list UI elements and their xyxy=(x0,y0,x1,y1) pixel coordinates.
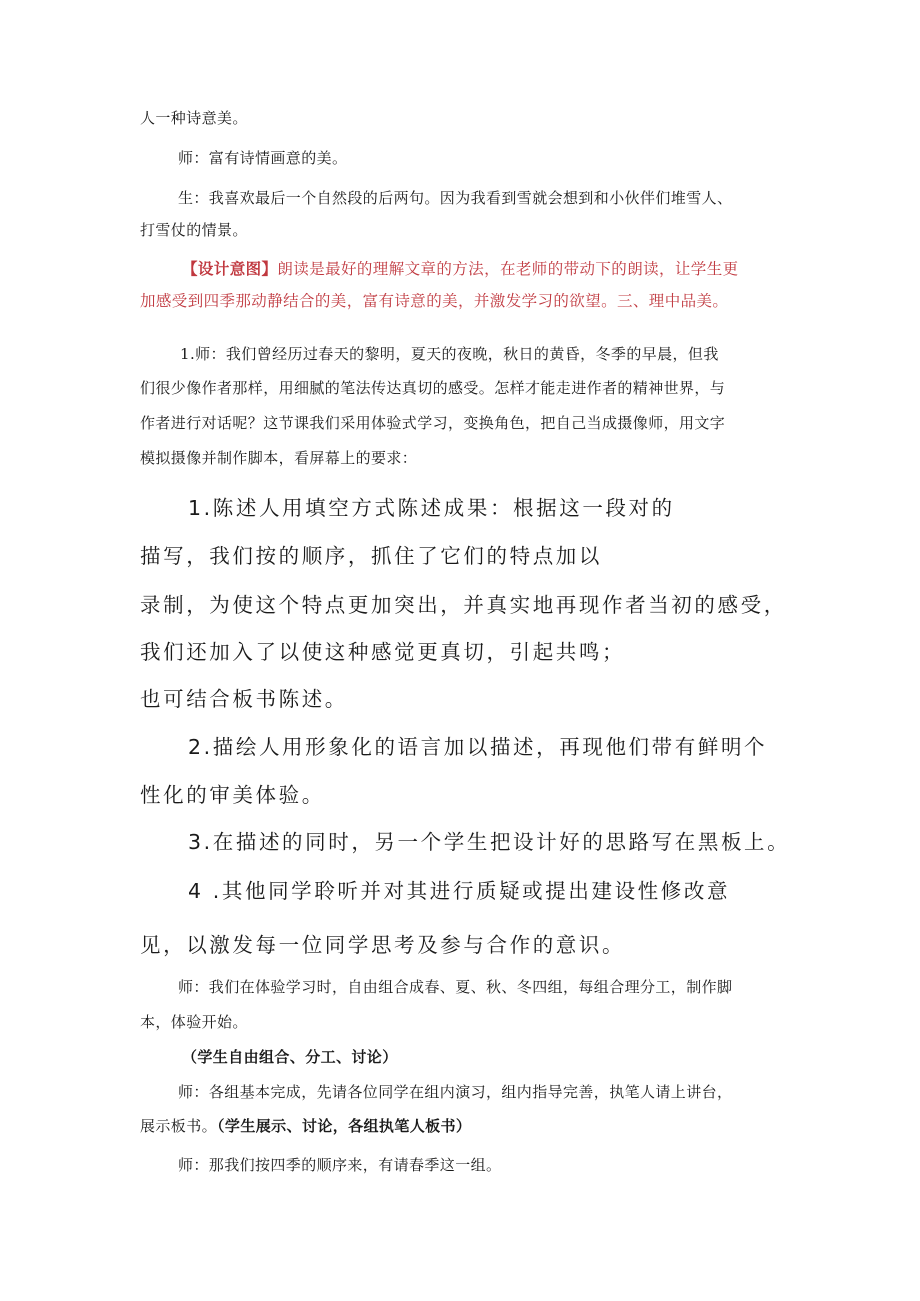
body-line: 人一种诗意美。 xyxy=(140,109,248,127)
body-line: 打雪仗的情景。 xyxy=(140,221,248,239)
design-intent-line xyxy=(182,259,739,279)
teacher-line: 师：各组基本完成，先请各位同学在组内演习，组内指导完善，执笔人请上讲台， xyxy=(178,1083,733,1101)
requirement-1-cont: 录制，为使这个特点更加突出，并真实地再现作者当初的感受， xyxy=(140,593,787,617)
body-line: 1.师：我们曾经历过春天的黎明，夏天的夜晚，秋日的黄昏，冬季的早晨，但我 xyxy=(180,345,719,363)
requirement-2: 2.描绘人用形象化的语言加以描述，再现他们带有鲜明个 xyxy=(188,735,768,759)
teacher-line: 师：那我们按四季的顺序来，有请春季这一组。 xyxy=(178,1156,502,1174)
stage-direction: （学生自由组合、分工、讨论） xyxy=(182,1048,398,1066)
design-intent-text: 朗读是最好的理解文章的方法，在老师的带动下的朗读，让学生更 xyxy=(277,260,739,278)
body-line xyxy=(140,1116,471,1136)
body-line: 们很少像作者那样，用细腻的笔法传达真切的感受。怎样才能走进作者的精神世界，与 xyxy=(140,379,726,397)
body-line: 作者进行对话呢？这节课我们采用体验式学习，变换角色，把自己当成摄像师，用文字 xyxy=(140,414,726,432)
teacher-line: 师：我们在体验学习时，自由组合成春、夏、秋、冬四组，每组合理分工，制作脚 xyxy=(178,978,733,996)
requirement-1-cont: 描写，我们按的顺序，抓住了它们的特点加以 xyxy=(140,544,602,568)
requirement-3: 3.在描述的同时，另一个学生把设计好的思路写在黑板上。 xyxy=(188,830,791,854)
stage-direction: （学生展示、讨论，各组执笔人板书） xyxy=(217,1117,472,1135)
body-line: 模拟摄像并制作脚本，看屏幕上的要求： xyxy=(140,449,418,467)
requirement-1-cont: 我们还加入了以使这种感觉更真切，引起共鸣； xyxy=(140,640,626,664)
teacher-line: 师：富有诗情画意的美。 xyxy=(178,149,348,167)
body-text: 展示板书。 xyxy=(140,1117,218,1135)
requirement-2-cont: 性化的审美体验。 xyxy=(140,783,325,807)
requirement-4-cont: 见，以激发每一位同学思考及参与合作的意识。 xyxy=(140,933,626,957)
requirement-1: 1.陈述人用填空方式陈述成果：根据这一段对的 xyxy=(188,496,675,520)
body-line: 本，体验开始。 xyxy=(140,1013,248,1031)
student-line: 生：我喜欢最后一个自然段的后两句。因为我看到雪就会想到和小伙伴们堆雪人、 xyxy=(178,189,733,207)
requirement-4: 4 .其他同学聆听并对其进行质疑或提出建设性修改意 xyxy=(188,879,731,903)
design-intent-label: 【设计意图】 xyxy=(182,259,278,278)
requirement-1-cont: 也可结合板书陈述。 xyxy=(140,687,348,711)
design-intent-line: 加感受到四季那动静结合的美，富有诗意的美，并激发学习的欲望。三、理中品美。 xyxy=(140,292,729,310)
